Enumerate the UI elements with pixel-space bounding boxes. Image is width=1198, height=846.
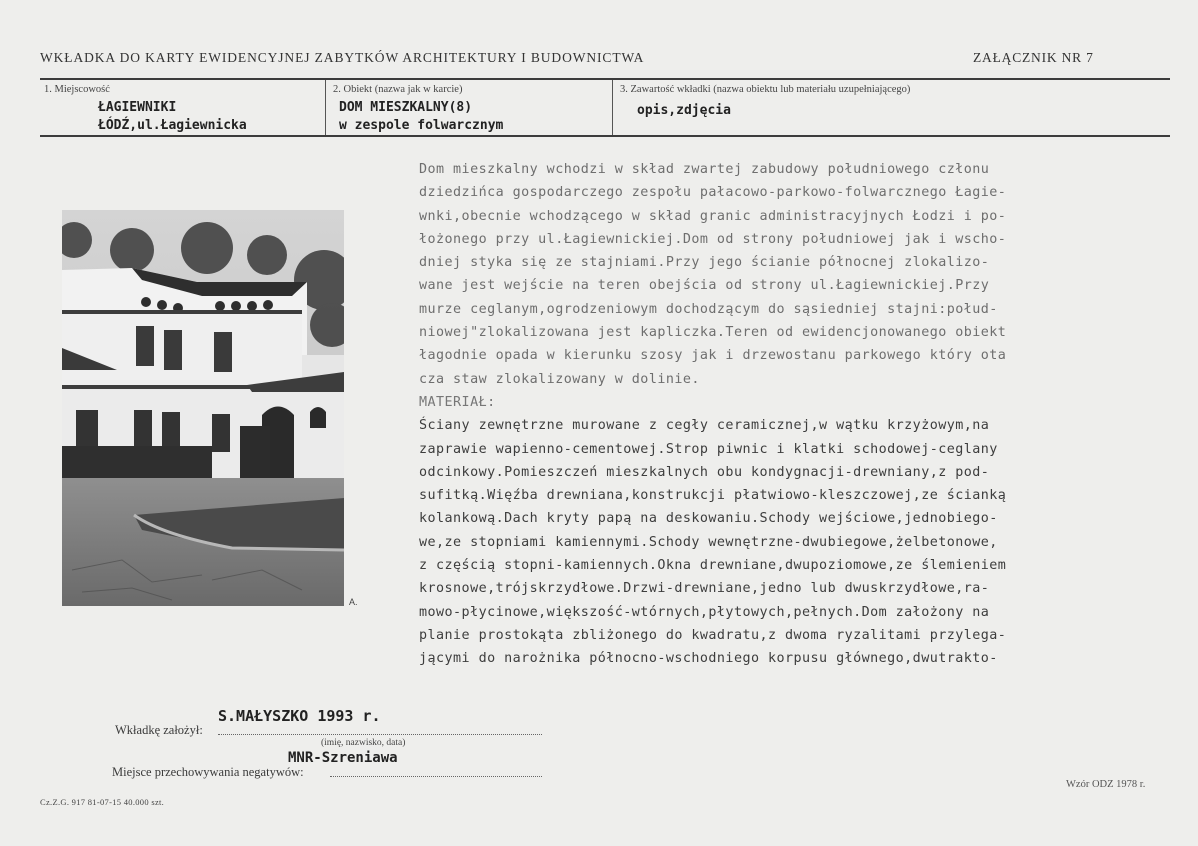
field-3-value: opis,zdjęcia — [637, 103, 731, 118]
material-line: jącymi do narożnika północno-wschodniego korpusu głównego,dwutrakto- — [419, 651, 998, 667]
field-1-value-line2: ŁÓDŹ,ul.Łagiewnicka — [98, 118, 247, 133]
material-line: kolankową.Dach kryty papą na deskowaniu.Schody wejściowe,jednobiego- — [419, 511, 998, 527]
material-line: zaprawie wapienno-cementowej.Strop piwnic i klatki schodowej-ceglany — [419, 441, 998, 457]
field-1-label: 1. Miejscowość — [44, 84, 110, 95]
description-line: cza staw zlokalizowany w dolinie. — [419, 371, 700, 387]
field-2-label: 2. Obiekt (nazwa jak w karcie) — [333, 84, 463, 95]
material-line: we,ze stopniami kamiennymi.Schody wewnętrzne-dwubiegowe,żelbetonowe, — [419, 534, 998, 550]
description-line: murze ceglanym,ogrodzeniowym dochodzącym do sąsiedniej stajni:połud- — [419, 301, 998, 317]
description-line: Dom mieszkalny wchodzi w skład zwartej zabudowy południowego członu — [419, 162, 990, 177]
author-value: S.MAŁYSZKO 1993 r. — [218, 707, 381, 725]
description-line: wane jest wejście na teren obejścia od strony ul.Łagiewnickiej.Przy — [419, 278, 990, 294]
description-line: niowej"zlokalizowana jest kapliczka.Teren od ewidencjonowanego obiekt — [419, 325, 1007, 341]
print-info: Cz.Z.G. 917 81-07-15 40.000 szt. — [40, 797, 165, 807]
description-line: wnki,obecnie wchodzącego w skład granic administracyjnych Łodzi i po- — [419, 208, 1007, 224]
attachment-number: ZAŁĄCZNIK NR 7 — [973, 50, 1094, 65]
description-line: dziedzińca gospodarczego zespołu pałacowo-parkowo-folwarcznego Łagie- — [419, 185, 1007, 201]
author-caption: (imię, nazwisko, data) — [321, 738, 406, 748]
field-divider-1 — [325, 80, 326, 136]
material-line: mowo-płycinowe,większość-wtórnych,płytowych,pełnych.Dom założony na — [419, 604, 990, 620]
material-line: Ściany zewnętrzne murowane z cegły ceramicznej,w wątku krzyżowym,na — [419, 418, 990, 434]
material-line: krosnowe,trójskrzydłowe.Drzwi-drewniane,jedno lub dwuskrzydłowe,ra- — [419, 581, 990, 597]
material-line: z częścią stopni-kamiennych.Okna drewniane,dwupoziomowe,ze ślemieniem — [419, 558, 1007, 574]
form-title: WKŁADKA DO KARTY EWIDENCYJNEJ ZABYTKÓW ARCHITEKTURY I BUDOWNICTWA — [40, 50, 645, 65]
field-2-value-line1: DOM MIESZKALNY(8) — [339, 100, 473, 115]
field-divider-2 — [612, 80, 613, 136]
storage-value: MNR-Szreniawa — [288, 750, 398, 766]
material-line: sufitką.Więźba drewniana,konstrukcji płatwiowo-kleszczowej,ze ścianką — [419, 488, 1007, 504]
description-line: dniej styka się ze stajniami.Przy jego ścianie północnej zlokalizo- — [419, 255, 990, 271]
author-dotted-line — [218, 734, 542, 735]
header-rule-bottom — [40, 135, 1170, 137]
material-heading: MATERIAŁ: — [419, 394, 496, 410]
storage-label: Miejsce przechowywania negatywów: — [112, 765, 304, 779]
building-photo-image — [62, 210, 344, 606]
field-3-label: 3. Zawartość wkładki (nazwa obiektu lub materiału uzupełniającego) — [620, 84, 911, 95]
description-text — [419, 158, 1164, 671]
description-line: łagodnie opada w kierunku szosy jak i drzewostanu parkowego który ota — [419, 348, 1007, 364]
field-2-value-line2: w zespole folwarcznym — [339, 118, 504, 133]
storage-dotted-line — [330, 776, 542, 777]
field-1-value-line1: ŁAGIEWNIKI — [98, 100, 177, 115]
building-photo — [62, 210, 344, 606]
form-version: Wzór ODZ 1978 r. — [1066, 779, 1146, 790]
photo-label: A. — [349, 597, 358, 607]
header-rule-top — [40, 78, 1170, 80]
material-line: planie prostokąta zbliżonego do kwadratu,z dwoma ryzalitami przylega- — [419, 627, 1007, 643]
description-line: łożonego przy ul.Łagiewnickiej.Dom od strony południowej jak i wscho- — [419, 231, 1007, 247]
author-label: Wkładkę założył: — [115, 723, 203, 737]
material-line: odcinkowy.Pomieszczeń mieszkalnych obu kondygnacji-drewniany,z pod- — [419, 464, 990, 480]
